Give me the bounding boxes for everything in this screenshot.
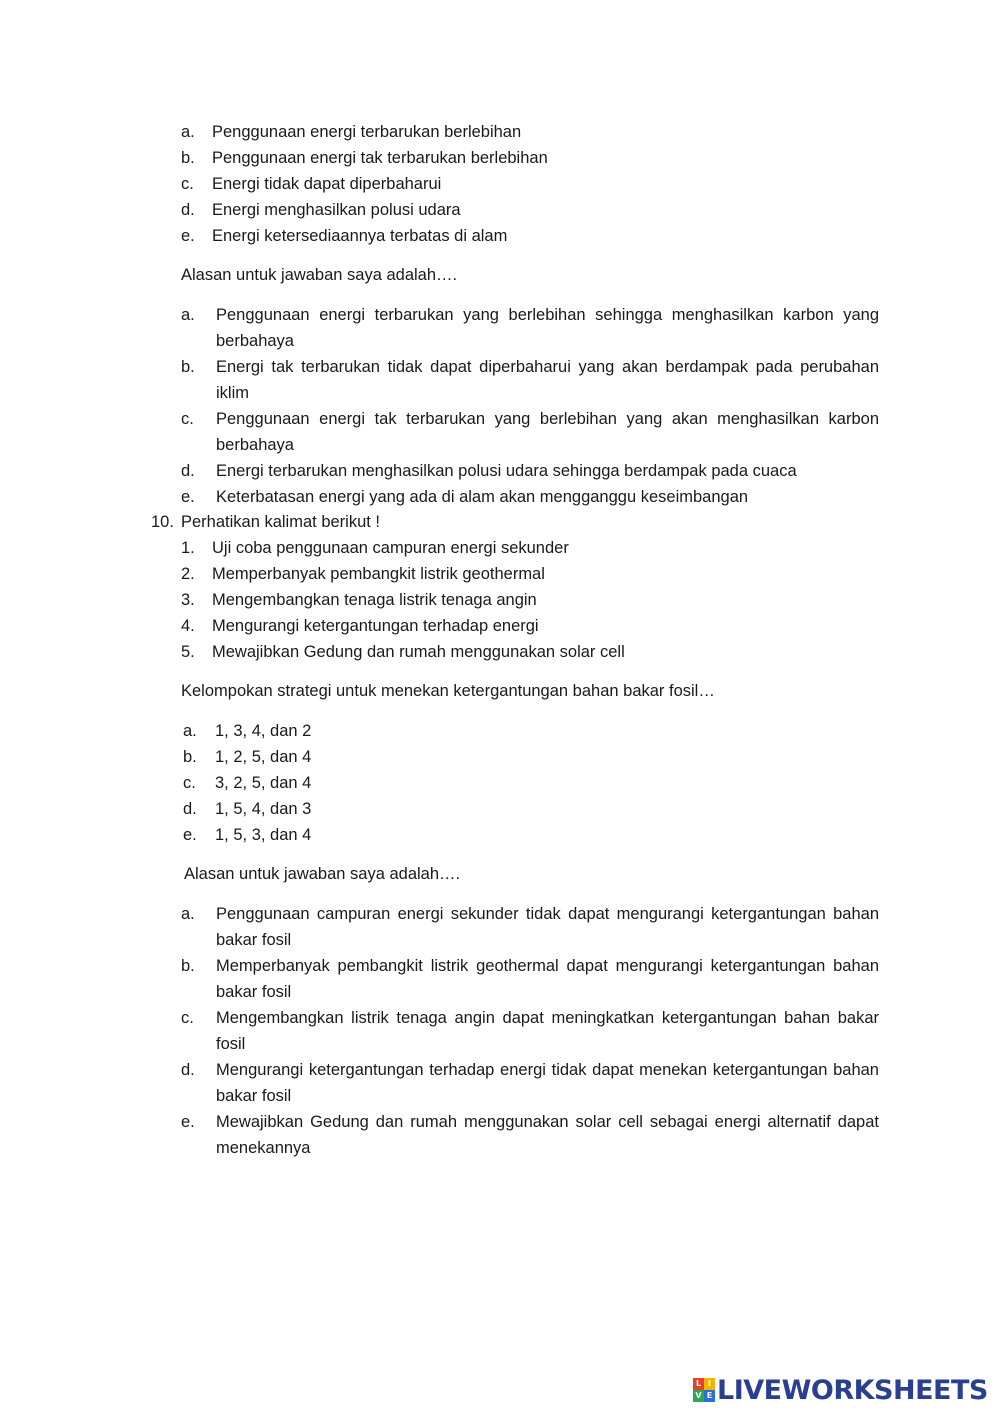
reason-letter: e. bbox=[181, 1113, 195, 1131]
q10-option[interactable] bbox=[183, 770, 583, 796]
option-letter: b. bbox=[183, 748, 197, 766]
option-text: Penggunaan energi terbarukan berlebihan bbox=[212, 123, 522, 141]
q9-option[interactable] bbox=[181, 145, 781, 171]
logo-text: LIVEWORKSHEETS bbox=[717, 1374, 988, 1406]
option-letter: c. bbox=[181, 175, 194, 193]
q9-reason-prompt: Alasan untuk jawaban saya adalah…. bbox=[181, 266, 458, 284]
reason-letter: d. bbox=[181, 1061, 195, 1079]
statement-item bbox=[181, 535, 781, 561]
reason-text: Energi tak terbarukan tidak dapat diperbaharui yang akan berdampak pada perubahan iklim bbox=[216, 358, 879, 402]
reason-text: Penggunaan energi tak terbarukan yang berlebihan yang akan menghasilkan karbon berbahaya bbox=[216, 410, 879, 454]
statement-item bbox=[181, 639, 781, 665]
reason-text: Keterbatasan energi yang ada di alam akan mengganggu keseimbangan bbox=[216, 488, 749, 506]
option-letter: d. bbox=[183, 800, 197, 818]
option-text: Energi ketersediaannya terbatas di alam bbox=[212, 227, 508, 245]
option-text: 1, 3, 4, dan 2 bbox=[215, 722, 312, 740]
reason-text: Penggunaan campuran energi sekunder tidak dapat mengurangi ketergantungan bahan bakar fosil bbox=[216, 905, 879, 949]
q10-reason[interactable] bbox=[181, 1057, 879, 1109]
option-letter: a. bbox=[183, 722, 197, 740]
statement-text: Mewajibkan Gedung dan rumah menggunakan solar cell bbox=[212, 643, 625, 661]
option-text: 3, 2, 5, dan 4 bbox=[215, 774, 312, 792]
q10-reason[interactable] bbox=[181, 1109, 879, 1161]
q10-statements bbox=[181, 535, 781, 665]
q9-reason[interactable] bbox=[181, 458, 879, 484]
option-letter: a. bbox=[181, 123, 195, 141]
option-text: 1, 2, 5, dan 4 bbox=[215, 748, 312, 766]
q10-option[interactable] bbox=[183, 718, 583, 744]
q10-reason-prompt: Alasan untuk jawaban saya adalah…. bbox=[184, 865, 461, 883]
reason-letter: c. bbox=[181, 1009, 194, 1027]
reason-text: Penggunaan energi terbarukan yang berlebihan sehingga menghasilkan karbon yang berbahaya bbox=[216, 306, 879, 350]
reason-text: Mengembangkan listrik tenaga angin dapat meningkatkan ketergantungan bahan bakar fosil bbox=[216, 1009, 879, 1053]
reason-letter: b. bbox=[181, 957, 195, 975]
reason-letter: a. bbox=[181, 306, 195, 324]
statement-number: 5. bbox=[181, 643, 195, 661]
statement-number: 1. bbox=[181, 539, 195, 557]
reason-letter: e. bbox=[181, 488, 195, 506]
statement-item bbox=[181, 561, 781, 587]
logo-mark-letter: L bbox=[693, 1378, 704, 1390]
statement-text: Uji coba penggunaan campuran energi sekunder bbox=[212, 539, 569, 557]
statement-text: Mengurangi ketergantungan terhadap energi bbox=[212, 617, 539, 635]
option-letter: e. bbox=[183, 826, 197, 844]
q10-option[interactable] bbox=[183, 744, 583, 770]
option-letter: d. bbox=[181, 201, 195, 219]
option-text: Energi tidak dapat diperbaharui bbox=[212, 175, 442, 193]
q9-reason[interactable] bbox=[181, 406, 879, 458]
q10-reason[interactable] bbox=[181, 953, 879, 1005]
q9-reasons bbox=[181, 302, 879, 510]
q10-reasons bbox=[181, 901, 879, 1161]
q10-reason[interactable] bbox=[181, 901, 879, 953]
reason-letter: b. bbox=[181, 358, 195, 376]
liveworksheets-logo bbox=[693, 1374, 988, 1406]
option-text: Penggunaan energi tak terbarukan berlebihan bbox=[212, 149, 548, 167]
q10-option[interactable] bbox=[183, 822, 583, 848]
statement-text: Mengembangkan tenaga listrik tenaga angin bbox=[212, 591, 537, 609]
option-text: 1, 5, 4, dan 3 bbox=[215, 800, 312, 818]
statement-number: 4. bbox=[181, 617, 195, 635]
q10-question: Kelompokan strategi untuk menekan ketergantungan bahan bakar fosil… bbox=[181, 682, 715, 700]
logo-mark-letter: I bbox=[704, 1378, 715, 1390]
statement-text: Memperbanyak pembangkit listrik geothermal bbox=[212, 565, 545, 583]
statement-item bbox=[181, 587, 781, 613]
reason-letter: a. bbox=[181, 905, 195, 923]
q9-reason[interactable] bbox=[181, 302, 879, 354]
option-text: Energi menghasilkan polusi udara bbox=[212, 201, 461, 219]
q9-option[interactable] bbox=[181, 171, 781, 197]
logo-mark-letter: E bbox=[704, 1390, 715, 1402]
q10-options bbox=[183, 718, 583, 848]
q10-option[interactable] bbox=[183, 796, 583, 822]
logo-mark-letter: V bbox=[693, 1390, 704, 1402]
q9-option[interactable] bbox=[181, 197, 781, 223]
q9-option[interactable] bbox=[181, 223, 781, 249]
reason-letter: d. bbox=[181, 462, 195, 480]
q9-reason[interactable] bbox=[181, 354, 879, 406]
statement-number: 2. bbox=[181, 565, 195, 583]
q10-number: 10. bbox=[151, 513, 174, 531]
statement-number: 3. bbox=[181, 591, 195, 609]
statement-item bbox=[181, 613, 781, 639]
option-letter: e. bbox=[181, 227, 195, 245]
reason-text: Energi terbarukan menghasilkan polusi udara sehingga berdampak pada cuaca bbox=[216, 462, 797, 480]
q9-reason[interactable] bbox=[181, 484, 879, 510]
option-letter: c. bbox=[183, 774, 196, 792]
option-text: 1, 5, 3, dan 4 bbox=[215, 826, 312, 844]
reason-text: Memperbanyak pembangkit listrik geothermal dapat mengurangi ketergantungan bahan bakar fosil bbox=[216, 957, 879, 1001]
reason-text: Mewajibkan Gedung dan rumah menggunakan solar cell sebagai energi alternatif dapat menekannya bbox=[216, 1113, 879, 1157]
reason-letter: c. bbox=[181, 410, 194, 428]
q9-options bbox=[181, 119, 781, 249]
reason-text: Mengurangi ketergantungan terhadap energi tidak dapat menekan ketergantungan bahan bakar fosil bbox=[216, 1061, 879, 1105]
q10-stem: Perhatikan kalimat berikut ! bbox=[181, 513, 381, 531]
q10-reason[interactable] bbox=[181, 1005, 879, 1057]
q9-option[interactable] bbox=[181, 119, 781, 145]
logo-mark-icon bbox=[693, 1378, 715, 1402]
option-letter: b. bbox=[181, 149, 195, 167]
